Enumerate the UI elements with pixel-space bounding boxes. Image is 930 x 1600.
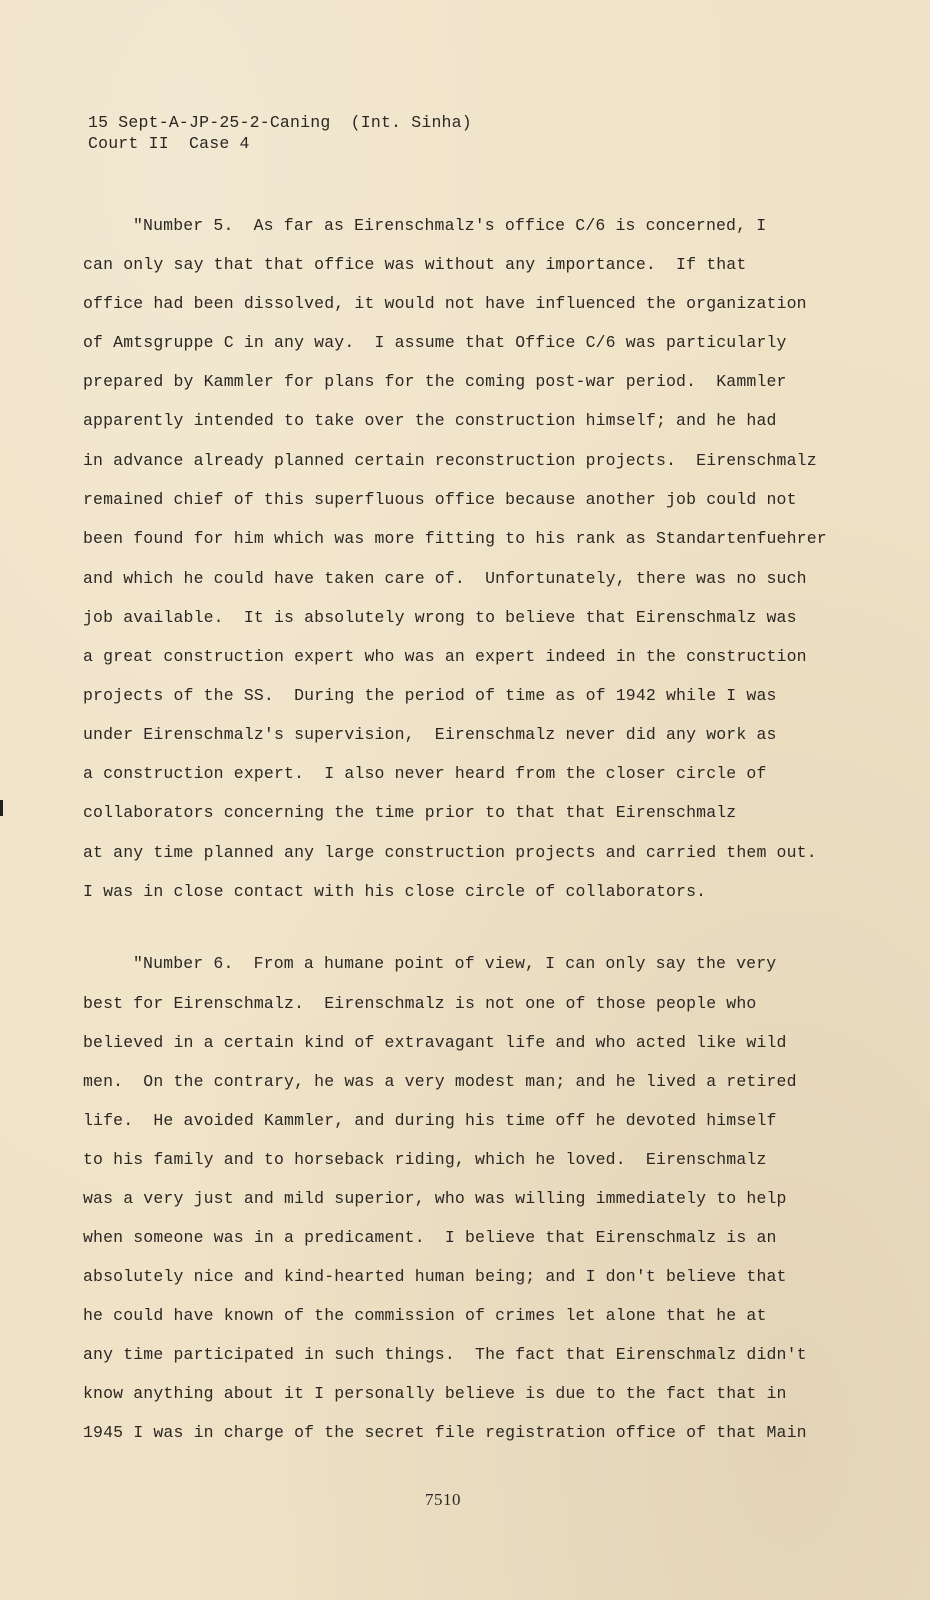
text-line: projects of the SS. During the period of time as of 1942 while I was (83, 686, 777, 705)
page-number: 7510 (425, 1490, 461, 1509)
text-line: a great construction expert who was an expert indeed in the construction (83, 647, 807, 666)
text-line: know anything about it I personally believe is due to the fact that in (83, 1384, 787, 1403)
text-line: was a very just and mild superior, who was willing immediately to help (83, 1189, 787, 1208)
text-line: any time participated in such things. The fact that Eirenschmalz didn't (83, 1345, 807, 1364)
text-line: best for Eirenschmalz. Eirenschmalz is not one of those people who (83, 994, 757, 1013)
text-line: been found for him which was more fitting to his rank as Standartenfuehrer (83, 529, 827, 548)
text-line: I was in close contact with his close circle of collaborators. (83, 882, 707, 901)
text-line: "Number 6. From a humane point of view, I can only say the very (133, 954, 777, 973)
text-line: at any time planned any large construction projects and carried them out. (83, 843, 817, 862)
text-line: in advance already planned certain reconstruction projects. Eirenschmalz (83, 451, 817, 470)
text-line: collaborators concerning the time prior to that that Eirenschmalz (83, 803, 737, 822)
text-line: men. On the contrary, he was a very modest man; and he lived a retired (83, 1072, 797, 1091)
text-line: of Amtsgruppe C in any way. I assume that Office C/6 was particularly (83, 333, 787, 352)
text-line: office had been dissolved, it would not have influenced the organization (83, 294, 807, 313)
text-line: a construction expert. I also never heard from the closer circle of (83, 764, 767, 783)
text-line: remained chief of this superfluous office because another job could not (83, 490, 797, 509)
header-court-case: Court II Case 4 (88, 134, 250, 153)
text-line: can only say that that office was without any importance. If that (83, 255, 747, 274)
text-line: prepared by Kammler for plans for the coming post-war period. Kammler (83, 372, 787, 391)
text-line: job available. It is absolutely wrong to believe that Eirenschmalz was (83, 608, 797, 627)
text-line: to his family and to horseback riding, which he loved. Eirenschmalz (83, 1150, 767, 1169)
text-line: believed in a certain kind of extravagant life and who acted like wild (83, 1033, 787, 1052)
text-line: and which he could have taken care of. Unfortunately, there was no such (83, 569, 807, 588)
text-line: apparently intended to take over the construction himself; and he had (83, 411, 777, 430)
text-line: under Eirenschmalz's supervision, Eirenschmalz never did any work as (83, 725, 777, 744)
text-line: 1945 I was in charge of the secret file registration office of that Main (83, 1423, 807, 1442)
header-reference: 15 Sept-A-JP-25-2-Caning (Int. Sinha) (88, 113, 472, 132)
margin-mark (0, 800, 3, 816)
text-line: life. He avoided Kammler, and during his time off he devoted himself (83, 1111, 777, 1130)
text-line: he could have known of the commission of crimes let alone that he at (83, 1306, 767, 1325)
text-line: "Number 5. As far as Eirenschmalz's office C/6 is concerned, I (133, 216, 767, 235)
text-line: when someone was in a predicament. I believe that Eirenschmalz is an (83, 1228, 777, 1247)
text-line: absolutely nice and kind-hearted human being; and I don't believe that (83, 1267, 787, 1286)
